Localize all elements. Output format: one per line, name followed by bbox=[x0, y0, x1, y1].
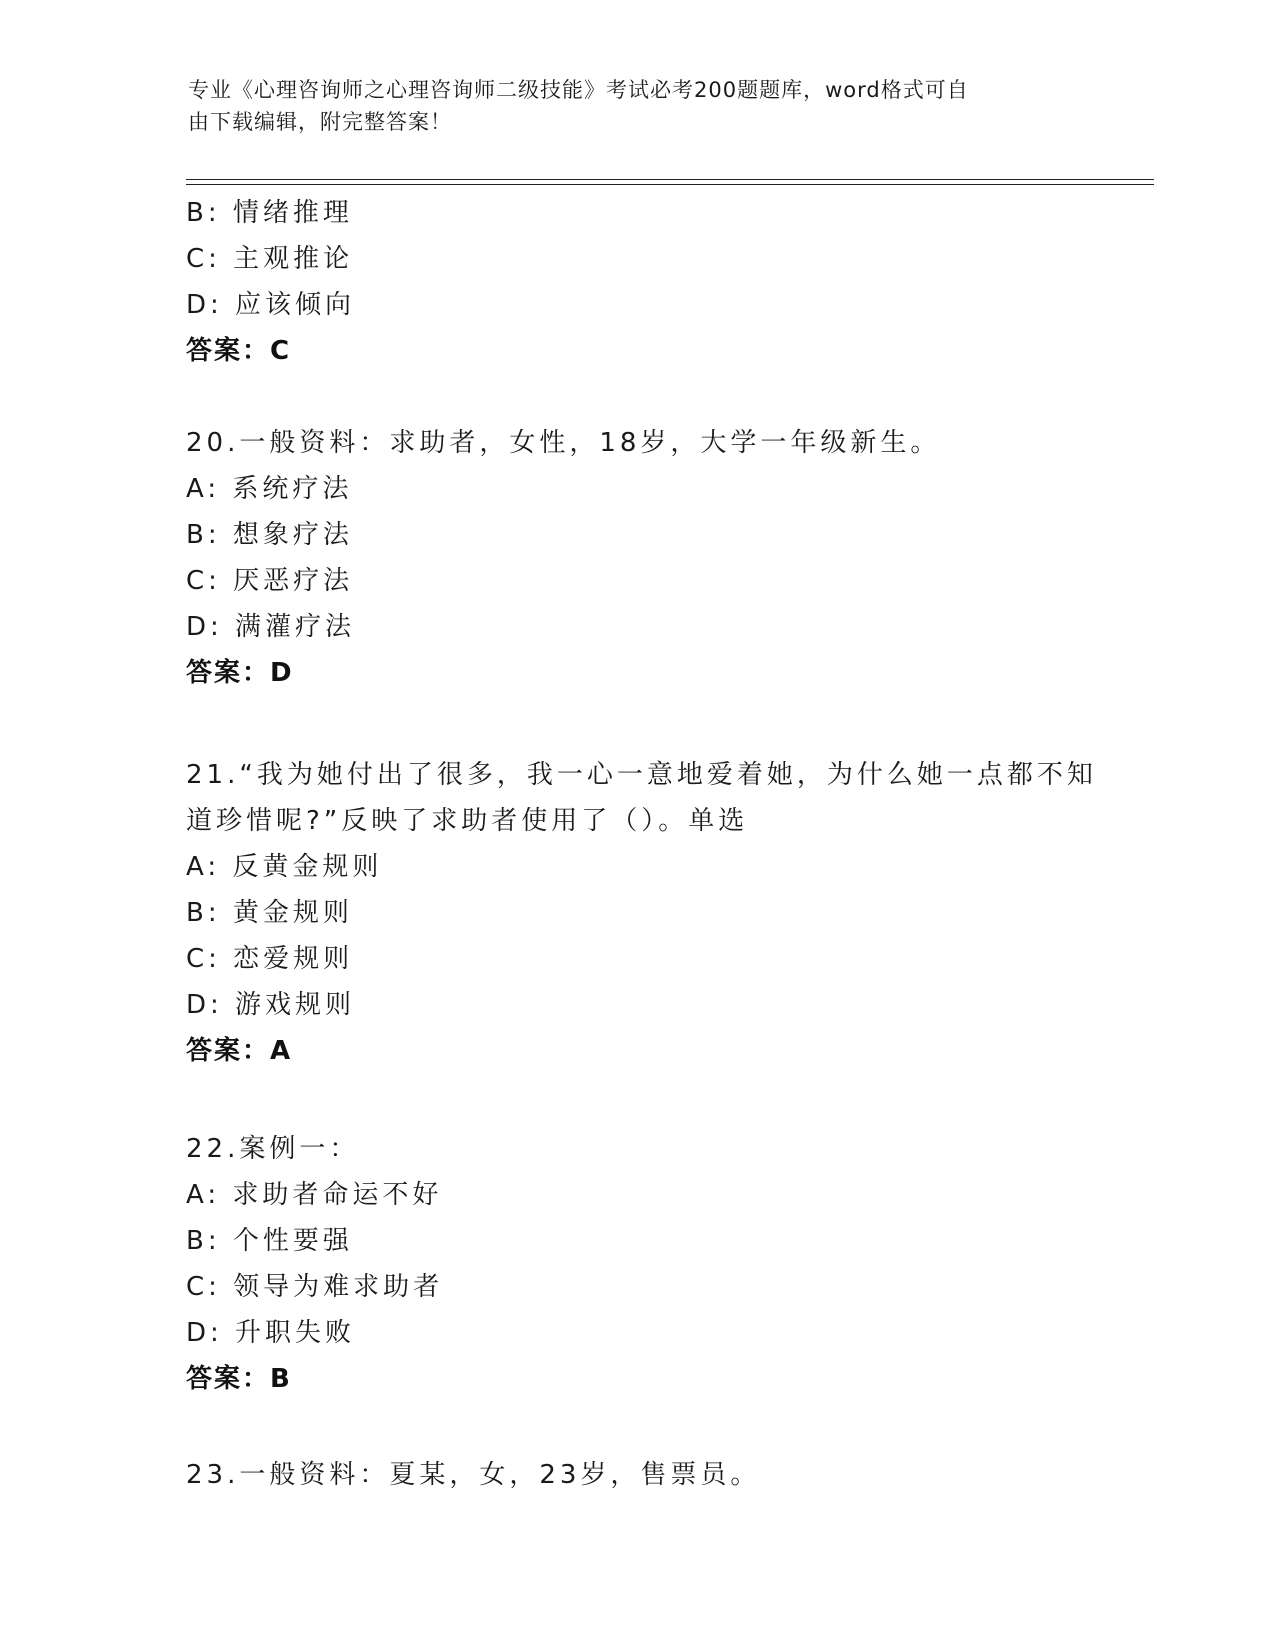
option-c: C: 主观推论 bbox=[186, 244, 354, 274]
question-stem: 23.一般资料：夏某，女，23岁，售票员。 bbox=[186, 1460, 761, 1490]
question-23 bbox=[186, 1452, 1146, 1498]
question-stem: 22.案例一： bbox=[186, 1134, 360, 1164]
option-d: D: 游戏规则 bbox=[186, 990, 356, 1020]
option-c: C: 厌恶疗法 bbox=[186, 566, 354, 596]
answer: 答案：A bbox=[186, 1036, 293, 1066]
option-a: A: 系统疗法 bbox=[186, 474, 353, 504]
option-d: D: 满灌疗法 bbox=[186, 612, 356, 642]
option-c: C: 恋爱规则 bbox=[186, 944, 354, 974]
answer: 答案：D bbox=[186, 658, 294, 688]
question-22 bbox=[186, 1126, 1146, 1402]
question-21 bbox=[186, 752, 1146, 1074]
question-stem: 20.一般资料：求助者，女性，18岁，大学一年级新生。 bbox=[186, 428, 941, 458]
option-c: C: 领导为难求助者 bbox=[186, 1272, 444, 1302]
question-content bbox=[186, 190, 1146, 1498]
question-stem-line-2: 道珍惜呢?”反映了求助者使用了（）。单选 bbox=[186, 806, 749, 836]
header-line-1: 专业《心理咨询师之心理咨询师二级技能》考试必考200题题库，word格式可自 bbox=[188, 78, 969, 102]
option-b: B: 黄金规则 bbox=[186, 898, 353, 928]
question-stem-line-1: 21.“我为她付出了很多，我一心一意地爱着她，为什么她一点都不知 bbox=[186, 760, 1097, 790]
header-divider bbox=[186, 179, 1154, 185]
option-b: B: 个性要强 bbox=[186, 1226, 353, 1256]
option-b: B: 想象疗法 bbox=[186, 520, 353, 550]
option-d: D: 应该倾向 bbox=[186, 290, 356, 320]
question-19 bbox=[186, 190, 1146, 374]
header-line-2: 由下载编辑，附完整答案！ bbox=[188, 110, 452, 134]
answer: 答案：B bbox=[186, 1364, 292, 1394]
option-d: D: 升职失败 bbox=[186, 1318, 356, 1348]
option-a: A: 求助者命运不好 bbox=[186, 1180, 443, 1210]
question-20 bbox=[186, 420, 1146, 696]
answer: 答案：C bbox=[186, 336, 292, 366]
option-b: B: 情绪推理 bbox=[186, 198, 353, 228]
option-a: A: 反黄金规则 bbox=[186, 852, 383, 882]
page-header bbox=[188, 74, 1088, 138]
